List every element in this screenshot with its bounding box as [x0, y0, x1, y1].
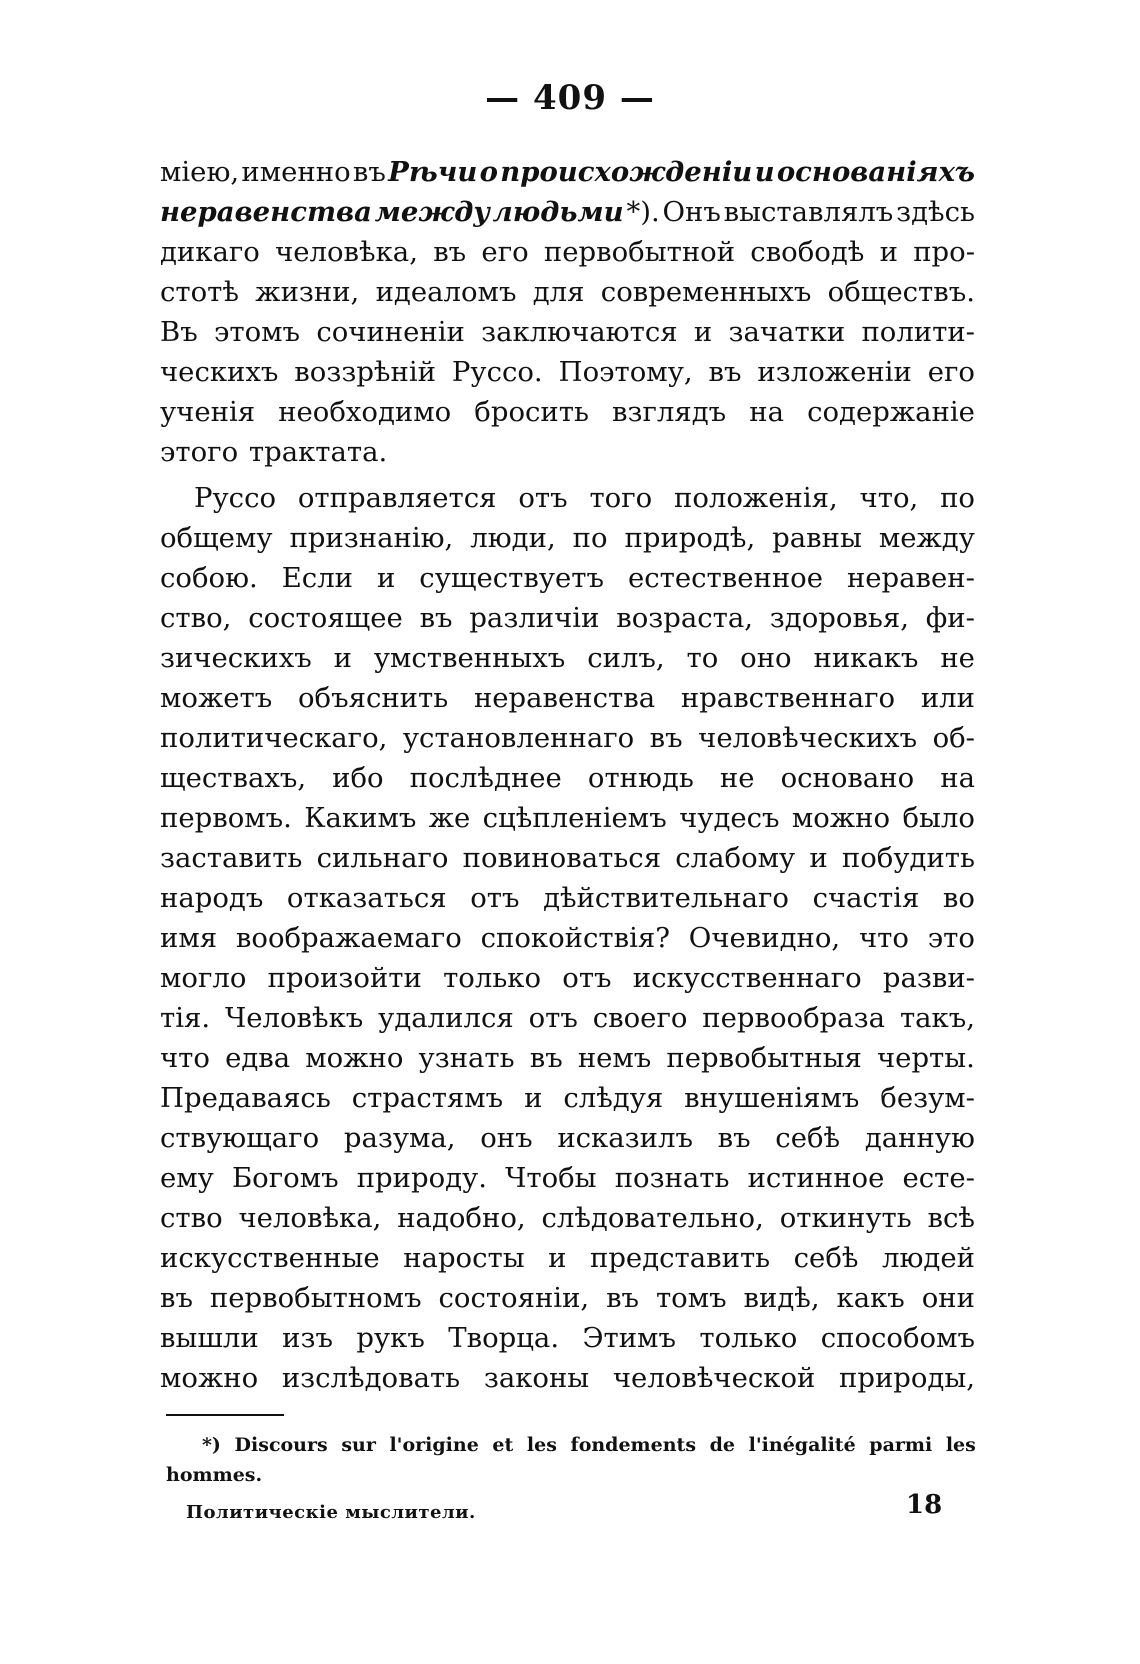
- word: сцѣпленіемъ: [482, 802, 667, 834]
- word: какъ: [836, 1282, 905, 1314]
- word: повиноваться: [462, 842, 662, 874]
- word: здоровья,: [769, 602, 909, 634]
- word: заключаются: [481, 316, 678, 348]
- word: его: [927, 356, 975, 388]
- text-line: [160, 392, 975, 432]
- word: существуетъ: [419, 562, 604, 594]
- word: воображаемаго: [235, 922, 462, 954]
- word: происхожденіи: [500, 156, 753, 188]
- word: sur: [341, 1434, 376, 1456]
- word: спокойствія?: [480, 922, 670, 954]
- text-line: [160, 758, 975, 798]
- text-line: [160, 718, 975, 758]
- word: что: [859, 922, 909, 954]
- word: побудить: [841, 842, 975, 874]
- word: ему: [160, 1162, 214, 1194]
- word: черты.: [877, 1042, 975, 1074]
- word: того: [589, 482, 653, 514]
- text-line: [160, 1238, 975, 1278]
- footnote-line: [166, 1460, 976, 1490]
- word: этого: [160, 436, 249, 468]
- word: человѣческой: [612, 1362, 816, 1394]
- word: природы,: [839, 1362, 975, 1394]
- word: то: [686, 642, 719, 674]
- word: жизни,: [255, 276, 360, 308]
- word: истинное: [747, 1162, 885, 1194]
- word: Предаваясь: [160, 1082, 331, 1114]
- text-line: [160, 1358, 975, 1398]
- word: откинуть: [779, 1202, 912, 1234]
- word: зическихъ: [160, 642, 312, 674]
- word: и: [879, 236, 898, 268]
- word: про-: [913, 236, 975, 268]
- word: немъ: [577, 1042, 652, 1074]
- word: дѣйствительнаго: [543, 882, 789, 914]
- word: заставить: [160, 842, 303, 874]
- text-line: [160, 1078, 975, 1118]
- word: человѣческихъ: [698, 722, 918, 754]
- footnote-rule: [166, 1414, 284, 1416]
- word: отправляется: [297, 482, 497, 514]
- word: обществъ.: [827, 276, 975, 308]
- word: въ: [160, 1282, 193, 1314]
- word: отъ: [518, 482, 568, 514]
- word: *): [202, 1434, 221, 1456]
- footer-signature-mark: 18: [906, 1490, 943, 1520]
- word: они: [921, 1282, 975, 1314]
- word: Поэтому,: [558, 356, 693, 388]
- text-line: [160, 192, 975, 232]
- word: данную: [864, 1122, 975, 1154]
- word: или: [920, 682, 975, 714]
- word: слѣдуя: [563, 1082, 664, 1114]
- text-line: [160, 678, 975, 718]
- text-line: [160, 558, 975, 598]
- word: необходимо: [278, 396, 452, 428]
- footnote-line: [166, 1430, 976, 1460]
- word: между: [878, 522, 975, 554]
- word: собою.: [160, 562, 258, 594]
- text-line: [160, 312, 975, 352]
- word: возраста,: [616, 602, 754, 634]
- word: людей: [882, 1242, 975, 1274]
- word: неравенства: [473, 682, 656, 714]
- word: различіи: [469, 602, 600, 634]
- word: объяснить: [297, 682, 449, 714]
- word: les: [526, 1434, 557, 1456]
- text-line: [160, 598, 975, 638]
- word: удалился: [378, 1002, 514, 1034]
- word: равны: [772, 522, 862, 554]
- word: parmi: [869, 1434, 933, 1456]
- word: именно: [241, 156, 351, 188]
- word: можно: [791, 802, 891, 834]
- word: можетъ: [160, 682, 273, 714]
- word: отъ: [562, 962, 612, 994]
- text-line: [160, 1158, 975, 1198]
- text-line: [160, 1198, 975, 1238]
- word: наросты: [403, 1242, 525, 1274]
- word: hommes.: [166, 1464, 263, 1486]
- word: можно: [160, 1362, 259, 1394]
- word: своего: [592, 1002, 688, 1034]
- word: себѣ: [793, 1242, 859, 1274]
- word: только: [443, 962, 542, 994]
- footer-book-title: Политическіе мыслители.: [186, 1502, 476, 1523]
- text-line: [160, 1118, 975, 1158]
- word: отъ: [528, 1002, 578, 1034]
- word: въ: [352, 156, 386, 188]
- word: изъ: [282, 1322, 333, 1354]
- word: первобытной: [543, 236, 736, 268]
- word: ческихъ: [160, 356, 279, 388]
- word: дикаго: [160, 236, 260, 268]
- word: въ: [649, 722, 683, 754]
- word: общему: [160, 522, 273, 554]
- text-line: [160, 1278, 975, 1318]
- word: об-: [932, 722, 975, 754]
- word: себѣ: [775, 1122, 841, 1154]
- word: признанію,: [289, 522, 454, 554]
- word: положенія,: [674, 482, 838, 514]
- word: Человѣкъ: [224, 1002, 364, 1034]
- word: и: [809, 842, 828, 874]
- word: не: [940, 642, 975, 674]
- text-line: [160, 958, 975, 998]
- word: первообраза: [702, 1002, 886, 1034]
- word: никакъ: [813, 642, 919, 674]
- word: имя: [160, 922, 218, 954]
- word: это: [927, 922, 975, 954]
- word: исказилъ: [557, 1122, 693, 1154]
- text-line: [160, 152, 975, 192]
- text-line: [160, 478, 975, 518]
- word: и: [333, 642, 352, 674]
- word: видѣ,: [743, 1282, 820, 1314]
- word: не: [719, 762, 755, 794]
- word: отъ: [470, 882, 520, 914]
- text-line: [160, 638, 975, 678]
- word: нравственнаго: [680, 682, 896, 714]
- word: въ: [708, 356, 742, 388]
- paragraph-2: [160, 478, 975, 1398]
- text-line: [160, 432, 975, 472]
- word: свободѣ: [750, 236, 865, 268]
- word: ство: [160, 1202, 223, 1234]
- word: могло: [160, 962, 247, 994]
- word: ство,: [160, 602, 232, 634]
- word: что,: [859, 482, 919, 514]
- word: въ: [717, 1122, 751, 1154]
- word: и: [524, 1082, 543, 1114]
- text-line: [160, 878, 975, 918]
- word: Богомъ: [231, 1162, 339, 1194]
- word: въ: [529, 1042, 563, 1074]
- word: же: [428, 802, 471, 834]
- word: Этимъ: [582, 1322, 676, 1354]
- word: рукъ: [356, 1322, 425, 1354]
- word: отказаться: [286, 882, 447, 914]
- word: въ: [606, 1282, 640, 1314]
- word: разви-: [882, 962, 975, 994]
- word: отнюдь: [587, 762, 694, 794]
- word: надобно,: [397, 1202, 526, 1234]
- word: для: [532, 276, 585, 308]
- word: Онъ: [662, 196, 721, 228]
- word: неравен-: [846, 562, 975, 594]
- word: l'origine: [389, 1434, 479, 1456]
- word: *).: [626, 196, 660, 228]
- word: законы: [483, 1362, 590, 1394]
- word: природѣ,: [624, 522, 756, 554]
- word: можно: [305, 1042, 404, 1074]
- word: онъ: [480, 1122, 533, 1154]
- word: Discours: [234, 1434, 328, 1456]
- word: страстямъ: [351, 1082, 504, 1114]
- word: и: [693, 316, 713, 348]
- word: и: [376, 562, 396, 594]
- word: выставлялъ: [723, 196, 894, 228]
- word: только: [699, 1322, 798, 1354]
- word: установленнаго: [402, 722, 635, 754]
- word: изложеніи: [757, 356, 912, 388]
- word: et: [492, 1434, 514, 1456]
- word: воззрѣній: [294, 356, 436, 388]
- word: познать: [614, 1162, 730, 1194]
- word: люди,: [470, 522, 556, 554]
- word: основано: [780, 762, 915, 794]
- word: представить: [589, 1242, 771, 1274]
- word: есте-: [902, 1162, 975, 1194]
- word: ибо: [332, 762, 384, 794]
- text-line: [160, 232, 975, 272]
- word: ученія: [160, 396, 256, 428]
- paragraph-1: [160, 152, 975, 472]
- word: что: [160, 1042, 210, 1074]
- word: политическаго,: [160, 722, 388, 754]
- word: фи-: [925, 602, 975, 634]
- word: послѣднее: [409, 762, 562, 794]
- word: людьми: [492, 196, 624, 228]
- word: безум-: [880, 1082, 975, 1114]
- word: слѣдовательно,: [541, 1202, 764, 1234]
- word: такъ,: [899, 1002, 975, 1034]
- word: Какимъ: [304, 802, 417, 834]
- word: по: [940, 482, 975, 514]
- word: слабому: [675, 842, 796, 874]
- word: чудесъ: [679, 802, 780, 834]
- word: во: [942, 882, 975, 914]
- word: человѣка,: [275, 236, 418, 268]
- word: Руссо.: [451, 356, 543, 388]
- word: на: [940, 762, 975, 794]
- word: искусственнаго: [632, 962, 862, 994]
- word: было: [902, 802, 975, 834]
- word: основаніяхъ: [776, 156, 975, 188]
- text-line: [160, 1318, 975, 1358]
- text-line: [160, 1038, 975, 1078]
- text-line: [160, 272, 975, 312]
- word: бросить: [474, 396, 589, 428]
- word: трактата.: [248, 436, 388, 468]
- word: l'inégalité: [748, 1434, 856, 1456]
- word: сильнаго: [316, 842, 449, 874]
- text-line: [160, 352, 975, 392]
- page-number-header: — 409 —: [485, 78, 655, 118]
- word: въ: [419, 602, 453, 634]
- word: естественное: [627, 562, 823, 594]
- word: зачатки: [728, 316, 846, 348]
- word: въ: [433, 236, 467, 268]
- word: неравенства: [160, 196, 372, 228]
- word: разума,: [343, 1122, 456, 1154]
- body-text: [160, 152, 975, 1398]
- word: оно: [740, 642, 792, 674]
- word: Очевидно,: [688, 922, 841, 954]
- word: современныхъ: [600, 276, 812, 308]
- word: по: [572, 522, 608, 554]
- word: первобытномъ: [209, 1282, 422, 1314]
- word: и: [754, 156, 775, 188]
- word: первомъ.: [160, 802, 292, 834]
- word: на: [749, 396, 784, 428]
- word: способомъ: [820, 1322, 975, 1354]
- word: народъ: [160, 882, 264, 914]
- word: идеаломъ: [375, 276, 517, 308]
- text-line: [160, 518, 975, 558]
- word: тія.: [160, 1002, 211, 1034]
- word: стотѣ: [160, 276, 239, 308]
- word: полити-: [861, 316, 975, 348]
- word: томъ: [655, 1282, 727, 1314]
- word: человѣка,: [238, 1202, 382, 1234]
- word: всѣ: [927, 1202, 975, 1234]
- word: узнать: [418, 1042, 515, 1074]
- text-line: [160, 798, 975, 838]
- word: между: [374, 196, 490, 228]
- word: счастія: [812, 882, 920, 914]
- word: и: [548, 1242, 567, 1274]
- text-line: [160, 838, 975, 878]
- word: Если: [281, 562, 354, 594]
- word: здѣсь: [896, 196, 975, 228]
- word: этомъ: [213, 316, 301, 348]
- word: ществахъ,: [160, 762, 307, 794]
- word: первобытныя: [666, 1042, 862, 1074]
- word: les: [945, 1434, 976, 1456]
- word: fondements: [570, 1434, 697, 1456]
- word: вышли: [160, 1322, 259, 1354]
- word: взглядъ: [612, 396, 727, 428]
- word: силъ,: [587, 642, 665, 674]
- word: о: [479, 156, 498, 188]
- word: природу.: [356, 1162, 487, 1194]
- word: de: [709, 1434, 736, 1456]
- word: искусственные: [160, 1242, 380, 1274]
- word: умственныхъ: [373, 642, 566, 674]
- word: сочиненіи: [316, 316, 465, 348]
- word: Творца.: [448, 1322, 560, 1354]
- word: состоящее: [248, 602, 403, 634]
- word: внушеніямъ: [684, 1082, 860, 1114]
- footnote: [166, 1430, 976, 1490]
- text-line: [160, 918, 975, 958]
- word: его: [481, 236, 529, 268]
- text-line: [160, 998, 975, 1038]
- word: изслѣдовать: [281, 1362, 461, 1394]
- word: ствующаго: [160, 1122, 320, 1154]
- word: произойти: [267, 962, 422, 994]
- word: Въ: [160, 316, 198, 348]
- word: состояніи,: [438, 1282, 590, 1314]
- word: едва: [225, 1042, 291, 1074]
- word: Рѣчи: [388, 156, 478, 188]
- word: Чтобы: [505, 1162, 597, 1194]
- word: міею,: [160, 156, 240, 188]
- word: Руссо: [194, 482, 277, 514]
- word: содержаніе: [807, 396, 975, 428]
